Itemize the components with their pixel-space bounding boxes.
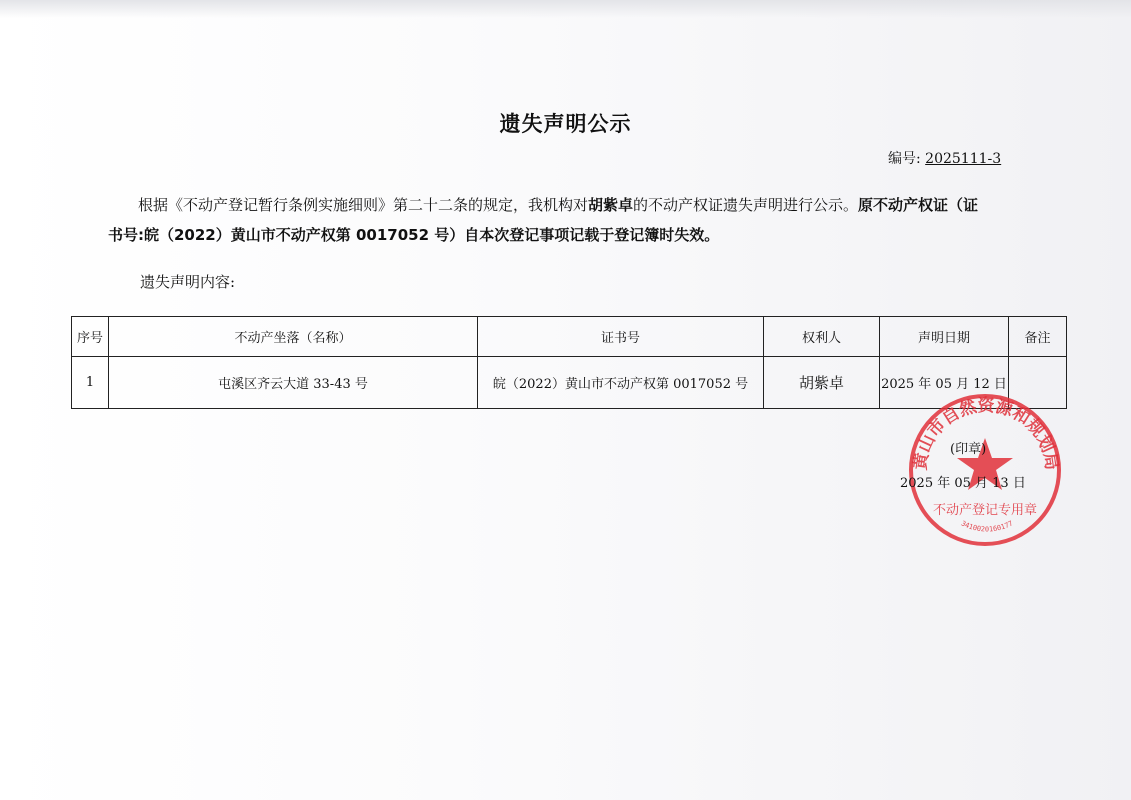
cell-certificate: 皖（2022）黄山市不动产权第 0017052 号 (478, 357, 764, 409)
paragraph-text: 的不动产权证遗失声明进行公示。 (633, 196, 859, 214)
doc-number-value: 2025111-3 (925, 151, 1002, 167)
doc-number (888, 148, 1001, 168)
cell-index: 1 (72, 357, 109, 409)
official-seal (905, 390, 1065, 550)
paragraph-bold-text: 书号:皖（2022）黄山市不动产权第 0017052 号）自本次登记事项记载于登记簿时失效。 (108, 226, 720, 244)
paragraph-line-2 (108, 220, 1058, 250)
content-heading: 遗失声明内容: (140, 273, 236, 291)
column-header: 序号 (72, 317, 109, 357)
seal-outer-text: 黄山市自然资源和规划局 (910, 396, 1062, 472)
table-header-row (72, 317, 1067, 357)
cell-location: 屯溪区齐云大道 33-43 号 (109, 357, 478, 409)
cell-date: 2025 年 05 月 12 日 (880, 357, 1009, 409)
column-header: 不动产坐落（名称） (109, 317, 478, 357)
doc-number-label: 编号: (888, 151, 926, 167)
column-header: 权利人 (764, 317, 880, 357)
sign-date: 2025 年 05 月 13 日 (900, 476, 1026, 491)
scan-edge (0, 0, 1131, 18)
notice-paragraph (108, 190, 1058, 250)
column-header: 备注 (1009, 317, 1067, 357)
paragraph-bold-text: 原不动产权证（证 (858, 196, 979, 214)
column-header: 证书号 (478, 317, 764, 357)
owner-name: 胡紫卓 (588, 196, 634, 214)
paragraph-line-1 (108, 190, 1058, 220)
seal-inner-text: 不动产登记专用章 (932, 503, 1038, 518)
paragraph-text: 根据《不动产登记暂行条例实施细则》第二十二条的规定，我机构对 (138, 196, 589, 214)
seal-label: (印章) (950, 442, 987, 457)
cell-owner: 胡紫卓 (764, 357, 880, 409)
column-header: 声明日期 (880, 317, 1009, 357)
seal-serial: 3410020160177 (959, 519, 1015, 534)
page-title: 遗失声明公示 (499, 112, 632, 136)
